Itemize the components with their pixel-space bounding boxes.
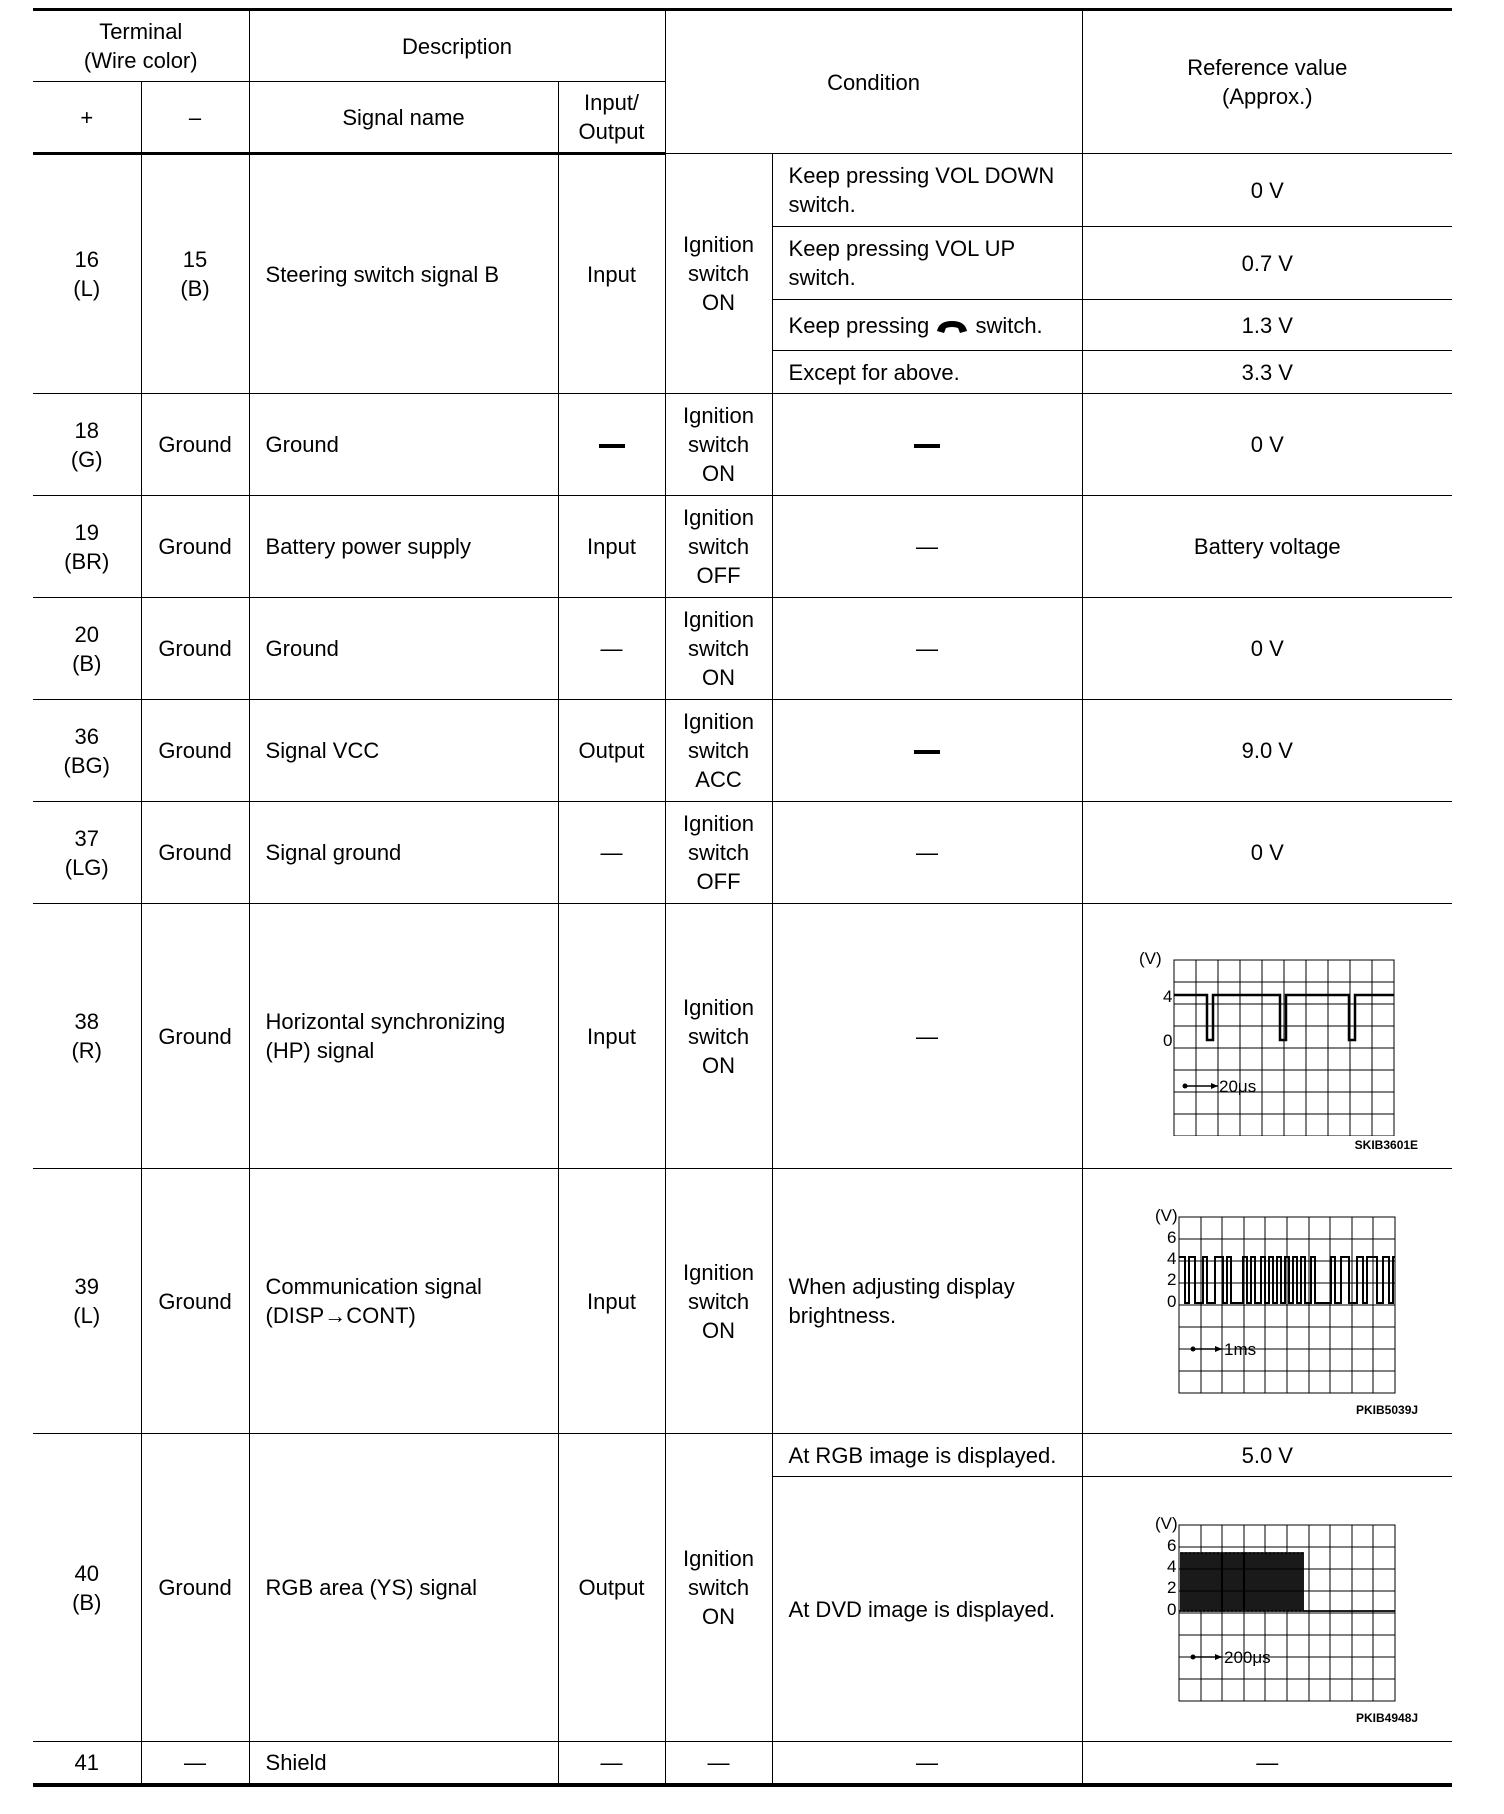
figure-code: SKIB3601E xyxy=(1354,1138,1419,1152)
signal-name-cell: Battery power supply xyxy=(249,496,558,598)
plus-terminal-cell: 19 (BR) xyxy=(33,496,141,598)
reference-value-cell: Battery voltage xyxy=(1082,496,1452,598)
plus-terminal-cell: 37 (LG) xyxy=(33,802,141,904)
io-cell: Output xyxy=(558,700,665,802)
signal-name-cell: Ground xyxy=(249,394,558,496)
io-cell: Input xyxy=(558,904,665,1169)
condition-cell: Keep pressing VOL DOWN switch. xyxy=(772,154,1082,227)
minus-terminal-cell: Ground xyxy=(141,1434,249,1742)
plus-terminal-cell: 20 (B) xyxy=(33,598,141,700)
minus-terminal-cell: Ground xyxy=(141,802,249,904)
plus-terminal-cell: 16 (L) xyxy=(33,154,141,394)
minus-terminal-cell: Ground xyxy=(141,904,249,1169)
table-row xyxy=(33,700,1452,802)
condition-cell xyxy=(772,700,1082,802)
table-row xyxy=(33,1742,1452,1785)
io-cell: — xyxy=(558,802,665,904)
minus-terminal-cell: Ground xyxy=(141,496,249,598)
plus-terminal-cell: 41 xyxy=(33,1742,141,1785)
plus-terminal-cell: 18 (G) xyxy=(33,394,141,496)
reference-value-cell: 0.7 V xyxy=(1082,227,1452,300)
reference-value-cell: 1.3 V xyxy=(1082,300,1452,351)
condition-dash xyxy=(914,750,940,754)
figure-code: PKIB4948J xyxy=(1356,1711,1419,1725)
header-row-1 xyxy=(33,10,1452,82)
minus-terminal-cell: Ground xyxy=(141,394,249,496)
ignition-cell: — xyxy=(665,1742,772,1785)
ignition-cell: Ignition switch ON xyxy=(665,904,772,1169)
ignition-cell: Ignition switch ON xyxy=(665,1169,772,1434)
condition-cell: — xyxy=(772,802,1082,904)
minus-terminal-cell: Ground xyxy=(141,1169,249,1434)
condition-cell: Keep pressing switch. xyxy=(772,300,1082,351)
waveform-grid xyxy=(1179,1217,1395,1393)
plus-header: + xyxy=(33,82,141,154)
time-base-marker xyxy=(1191,1648,1271,1667)
table-row xyxy=(33,1434,1452,1477)
condition-header: Condition xyxy=(665,10,1082,154)
io-cell: — xyxy=(558,598,665,700)
table-row xyxy=(33,598,1452,700)
waveform-cell xyxy=(1082,1477,1452,1742)
condition-cell: — xyxy=(772,496,1082,598)
waveform-grid xyxy=(1174,960,1394,1136)
reference-value-cell: 0 V xyxy=(1082,394,1452,496)
reference-value-cell: — xyxy=(1082,1742,1452,1785)
waveform-y-label: 4 xyxy=(1163,987,1173,1006)
signal-name-cell: Communication signal (DISP→CONT) xyxy=(249,1169,558,1434)
io-cell: Input xyxy=(558,1169,665,1434)
io-cell: Output xyxy=(558,1434,665,1742)
hp-signal-waveform xyxy=(1127,936,1407,1136)
waveform-y-label: 2 xyxy=(1167,1270,1177,1289)
waveform-y-label: 0 xyxy=(1163,1031,1173,1050)
signal-name-cell: Horizontal synchronizing (HP) signal xyxy=(249,904,558,1169)
waveform-y-label: 6 xyxy=(1167,1228,1177,1247)
phone-handset-icon xyxy=(935,319,969,335)
minus-terminal-cell: Ground xyxy=(141,700,249,802)
reference-header: Reference value (Approx.) xyxy=(1082,10,1452,154)
time-base-marker xyxy=(1183,1077,1257,1096)
table-row xyxy=(33,1169,1452,1434)
terminal-spec-table xyxy=(33,8,1452,1787)
reference-value-cell: 3.3 V xyxy=(1082,351,1452,394)
plus-terminal-cell: 39 (L) xyxy=(33,1169,141,1434)
time-base-label: 1ms xyxy=(1224,1340,1257,1359)
condition-cell: At RGB image is displayed. xyxy=(772,1434,1082,1477)
io-cell: Input xyxy=(558,154,665,394)
terminal-header: Terminal (Wire color) xyxy=(33,10,249,82)
ignition-cell: Ignition switch ON xyxy=(665,154,772,394)
reference-value-cell: 0 V xyxy=(1082,598,1452,700)
condition-cell: Except for above. xyxy=(772,351,1082,394)
description-header: Description xyxy=(249,10,665,82)
waveform-y-label: 4 xyxy=(1167,1557,1177,1576)
io-cell xyxy=(558,394,665,496)
io-cell: Input xyxy=(558,496,665,598)
waveform-grid xyxy=(1179,1525,1395,1701)
condition-cell: When adjusting display brightness. xyxy=(772,1169,1082,1434)
ignition-cell: Ignition switch ON xyxy=(665,1434,772,1742)
signal-name-cell: Steering switch signal B xyxy=(249,154,558,394)
table-row xyxy=(33,802,1452,904)
ignition-cell: Ignition switch ON xyxy=(665,394,772,496)
plus-terminal-cell: 40 (B) xyxy=(33,1434,141,1742)
waveform-y-label: 6 xyxy=(1167,1536,1177,1555)
signal-name-header: Signal name xyxy=(249,82,558,154)
table-row xyxy=(33,394,1452,496)
condition-cell: — xyxy=(772,904,1082,1169)
io-dash xyxy=(599,444,625,448)
plus-terminal-cell: 38 (R) xyxy=(33,904,141,1169)
minus-terminal-cell: — xyxy=(141,1742,249,1785)
waveform-unit-label: (V) xyxy=(1155,1514,1178,1533)
signal-name-cell: Shield xyxy=(249,1742,558,1785)
condition-cell: — xyxy=(772,1742,1082,1785)
reference-value-cell: 0 V xyxy=(1082,154,1452,227)
input-output-header: Input/ Output xyxy=(558,82,665,154)
table-row xyxy=(33,154,1452,227)
signal-name-cell: Signal ground xyxy=(249,802,558,904)
table-row xyxy=(33,496,1452,598)
time-base-label: 200μs xyxy=(1224,1648,1271,1667)
rgb-area-signal-waveform xyxy=(1127,1509,1407,1709)
waveform-y-label: 2 xyxy=(1167,1578,1177,1597)
condition-dash xyxy=(914,444,940,448)
waveform-cell xyxy=(1082,904,1452,1169)
waveform-unit-label: (V) xyxy=(1139,949,1162,968)
ignition-cell: Ignition switch OFF xyxy=(665,802,772,904)
waveform-y-label: 0 xyxy=(1167,1292,1177,1311)
figure-code: PKIB5039J xyxy=(1356,1403,1419,1417)
condition-cell: Keep pressing VOL UP switch. xyxy=(772,227,1082,300)
reference-value-cell: 0 V xyxy=(1082,802,1452,904)
waveform-unit-label: (V) xyxy=(1155,1206,1178,1225)
signal-name-cell: RGB area (YS) signal xyxy=(249,1434,558,1742)
plus-terminal-cell: 36 (BG) xyxy=(33,700,141,802)
minus-terminal-cell: Ground xyxy=(141,598,249,700)
ignition-cell: Ignition switch OFF xyxy=(665,496,772,598)
waveform-trace xyxy=(1179,1553,1395,1611)
minus-header: – xyxy=(141,82,249,154)
time-base-marker xyxy=(1191,1340,1257,1359)
waveform-y-label: 4 xyxy=(1167,1249,1177,1268)
condition-cell: — xyxy=(772,598,1082,700)
communication-signal-waveform xyxy=(1127,1201,1407,1401)
reference-value-cell: 5.0 V xyxy=(1082,1434,1452,1477)
waveform-y-label: 0 xyxy=(1167,1600,1177,1619)
signal-name-cell: Ground xyxy=(249,598,558,700)
minus-terminal-cell: 15 (B) xyxy=(141,154,249,394)
ignition-cell: Ignition switch ON xyxy=(665,598,772,700)
signal-name-cell: Signal VCC xyxy=(249,700,558,802)
time-base-label: 20μs xyxy=(1219,1077,1257,1096)
io-cell: — xyxy=(558,1742,665,1785)
ignition-cell: Ignition switch ACC xyxy=(665,700,772,802)
condition-cell: At DVD image is displayed. xyxy=(772,1477,1082,1742)
waveform-cell xyxy=(1082,1169,1452,1434)
condition-cell xyxy=(772,394,1082,496)
table-row xyxy=(33,904,1452,1169)
reference-value-cell: 9.0 V xyxy=(1082,700,1452,802)
